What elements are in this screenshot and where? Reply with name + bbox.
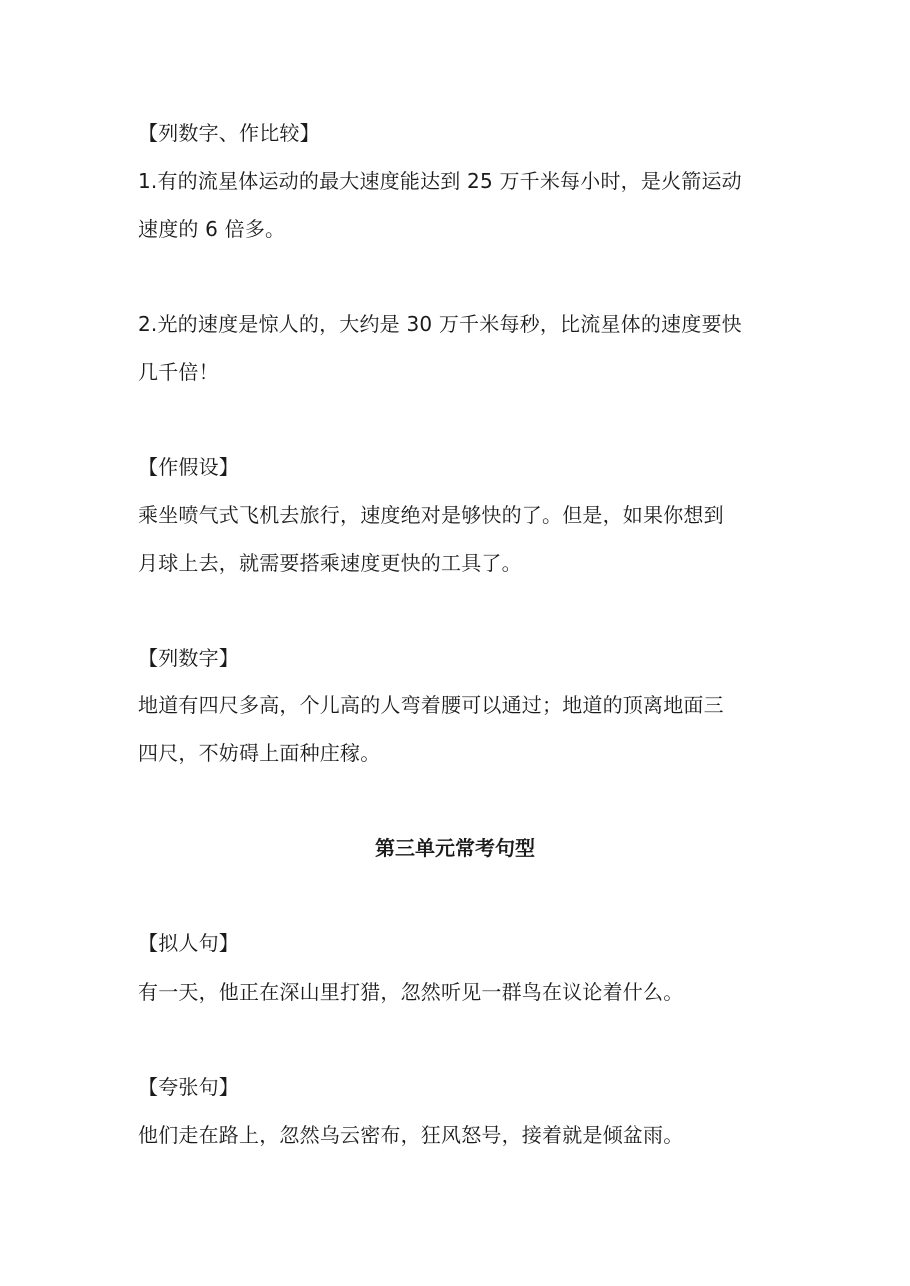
- unit-title: 第三单元常考句型: [375, 836, 535, 860]
- paragraph-line: 乘坐喷气式飞机去旅行，速度绝对是够快的了。但是，如果你想到: [138, 503, 724, 527]
- section-heading: 【作假设】: [138, 455, 239, 479]
- paragraph-line: 月球上去，就需要搭乘速度更快的工具了。: [138, 551, 522, 575]
- paragraph-line: 速度的 6 倍多。: [138, 217, 286, 241]
- paragraph-line: 1.有的流星体运动的最大速度能达到 25 万千米每小时，是火箭运动: [138, 169, 742, 193]
- section-heading: 【列数字、作比较】: [138, 121, 320, 145]
- paragraph-line: 地道有四尺多高，个儿高的人弯着腰可以通过；地道的顶离地面三: [138, 693, 724, 717]
- paragraph-line: 几千倍！: [138, 360, 219, 384]
- paragraph-line: 他们走在路上，忽然乌云密布，狂风怒号，接着就是倾盆雨。: [138, 1123, 684, 1147]
- section-heading: 【夸张句】: [138, 1075, 239, 1099]
- section-heading: 【拟人句】: [138, 931, 239, 955]
- paragraph-line: 四尺，不妨碍上面种庄稼。: [138, 741, 381, 765]
- section-heading: 【列数字】: [138, 646, 239, 670]
- paragraph-line: 有一天，他正在深山里打猎，忽然听见一群鸟在议论着什么。: [138, 980, 684, 1004]
- paragraph-line: 2.光的速度是惊人的，大约是 30 万千米每秒，比流星体的速度要快: [138, 312, 742, 336]
